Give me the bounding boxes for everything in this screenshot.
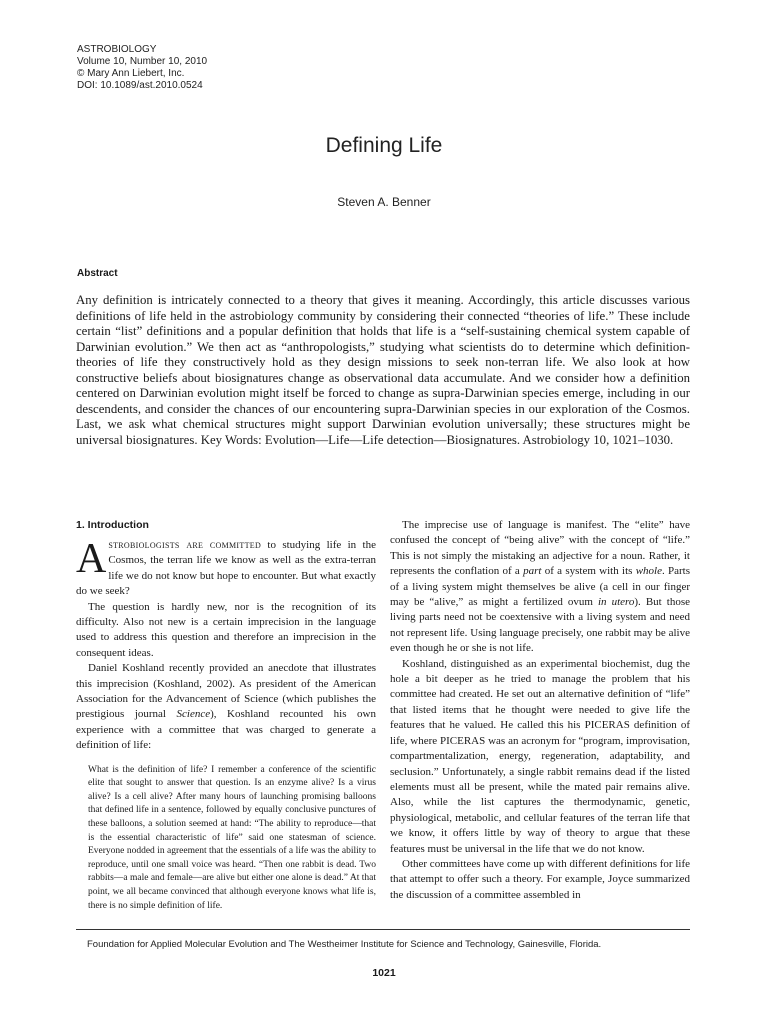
intro-paragraph-3-b: ), Koshland recounted his own experience with a committee that was charged to generate a definition of life:	[76, 708, 376, 752]
intro-paragraph-1	[76, 538, 376, 600]
journal-volume: Volume 10, Number 10, 2010	[77, 56, 208, 67]
article-title: Defining Life	[325, 134, 443, 157]
intro-paragraph-2: The question is hardly new, nor is the recognition of its difficulty. Also not new is a certain imprecision in the language used to address this question and therefore an imprecision in the consequent ideas.	[76, 600, 376, 659]
journal-science-italic: Science	[176, 708, 211, 721]
section-heading-introduction: 1. Introduction	[76, 519, 149, 531]
page-number: 1021	[372, 967, 396, 979]
right-paragraph-3: Other committees have come up with different definitions for life that attempt to offer such a theory. For example, Joyce summarized the discussion of a committee assembled in	[390, 857, 690, 901]
footer-divider	[76, 929, 690, 930]
right-paragraph-1	[390, 518, 690, 657]
right-paragraph-1-c: . Parts of a living system might themselves be alive (a cell in our finger may be “alive,” as might a fertilized ovum	[390, 565, 691, 609]
lead-smallcaps: strobiologists are committed	[108, 539, 262, 551]
right-paragraph-1-b: of a system with its	[541, 565, 636, 578]
abstract-text: Any definition is intricately connected to a theory that gives it meaning. Accordingly, this article discusses various definitions of life held in the astrobiology community by considering their connected “theories of life.” These include certain “list” definitions and a popular definition that holds that life is a “self-sustaining chemical system capable of Darwinian evolution.” We then act as “anthropologists,” studying what scientists do to determine which definition-theories of life they constructively hold as they design missions to seek non-terran life. We also look at how constructive beliefs about biosignatures change as observational data accumulate. And we consider how a definition centered on Darwinian evolution might itself be forced to change as supra-Darwinian species emerge, including in our descendents, and consider the chances of our encountering supra-Darwinian species in our exploration of the Cosmos. Last, we ask what chemical structures might support Darwinian evolution universally; these structures might be universal biosignatures. Key Words: Evolution—Life—Life detection—Biosignatures. Astrobiology 10, 1021–1030.	[76, 293, 690, 447]
right-paragraph-2: Koshland, distinguished as an experimental biochemist, dug the hole a bit deeper as he tried to manage the problem that his committee had created. He set out an alternative definition of “life” that listed items that he thought were needed to give life the features that he valued. He called this his PICERAS definition of life, where PICERAS was an acronym for “program, improvisation, compartmentalization, energy, regeneration, adaptability, and seclusion.” Unfortunately, a single rabbit remains dead if the listed elements must all be present, while the mated pair remains alive. Also, while the list captures the thermodynamic, genetic, physiological, metabolic, and cellular features of the terran life that we know, it offers little by way of theory to argue that these features must be universal in the life that we do not know.	[390, 657, 690, 855]
italic-part: part	[523, 565, 542, 578]
article-author: Steven A. Benner	[337, 195, 431, 209]
right-paragraph-1-a: The imprecise use of language is manifest. The “elite” have confused the concept of “being alive” with the concept of “life.” This is not simply the mistaking an adjective for a noun. Rather, it represents the conflation of a	[390, 519, 690, 578]
left-column	[76, 518, 376, 913]
journal-copyright: © Mary Ann Liebert, Inc.	[77, 68, 185, 79]
intro-paragraph-3	[76, 661, 376, 753]
italic-in-utero: in utero	[597, 596, 635, 609]
intro-paragraph-1-text: to studying life in the Cosmos, the terran life we know as well as the extra-terran life we do not know but hope to encounter. But what exactly do we seek?	[76, 539, 376, 598]
block-quote-koshland: What is the definition of life? I remember a conference of the scientific elite that sought to answer that question. Is an enzyme alive? Is a virus alive? Is a cell alive? After many hours of launching promising balloons that defined life in a sentence, followed by equally conclusive punctures of these balloons, a solution seemed at hand: “The ability to reproduce—that is the essential characteristic of life” said one statesman of science. Everyone nodded in agreement that the essentials of a life was the ability to reproduce, until one small voice was heard. “Then one rabbit is dead. Two rabbits—a male and female—are alive but either one alone is dead.” At that point, we all became convinced that although everyone knows what life is, there is no simple definition of life.	[88, 764, 376, 911]
right-column	[390, 518, 690, 903]
affiliation-footnote: Foundation for Applied Molecular Evolution and The Westheimer Institute for Science and Technology, Gainesville, Florida.	[87, 939, 602, 950]
drop-cap: A	[76, 536, 107, 582]
journal-name: ASTROBIOLOGY	[77, 44, 157, 55]
intro-paragraph-3-a: Daniel Koshland recently provided an anecdote that illustrates this imprecision (Koshland, 2002). As president of the American Association for the Advancement of Science (which publishes the prestigious journal	[76, 662, 376, 721]
journal-info	[77, 44, 207, 92]
right-paragraph-1-d: ). But those living parts need not be coextensive with a living system and need not represent life. Using language precisely, one rabbit may be alive even though he or she is not life.	[390, 596, 690, 655]
abstract-heading: Abstract	[77, 268, 118, 279]
italic-whole: whole	[635, 565, 662, 578]
journal-doi: DOI: 10.1089/ast.2010.0524	[77, 80, 203, 91]
